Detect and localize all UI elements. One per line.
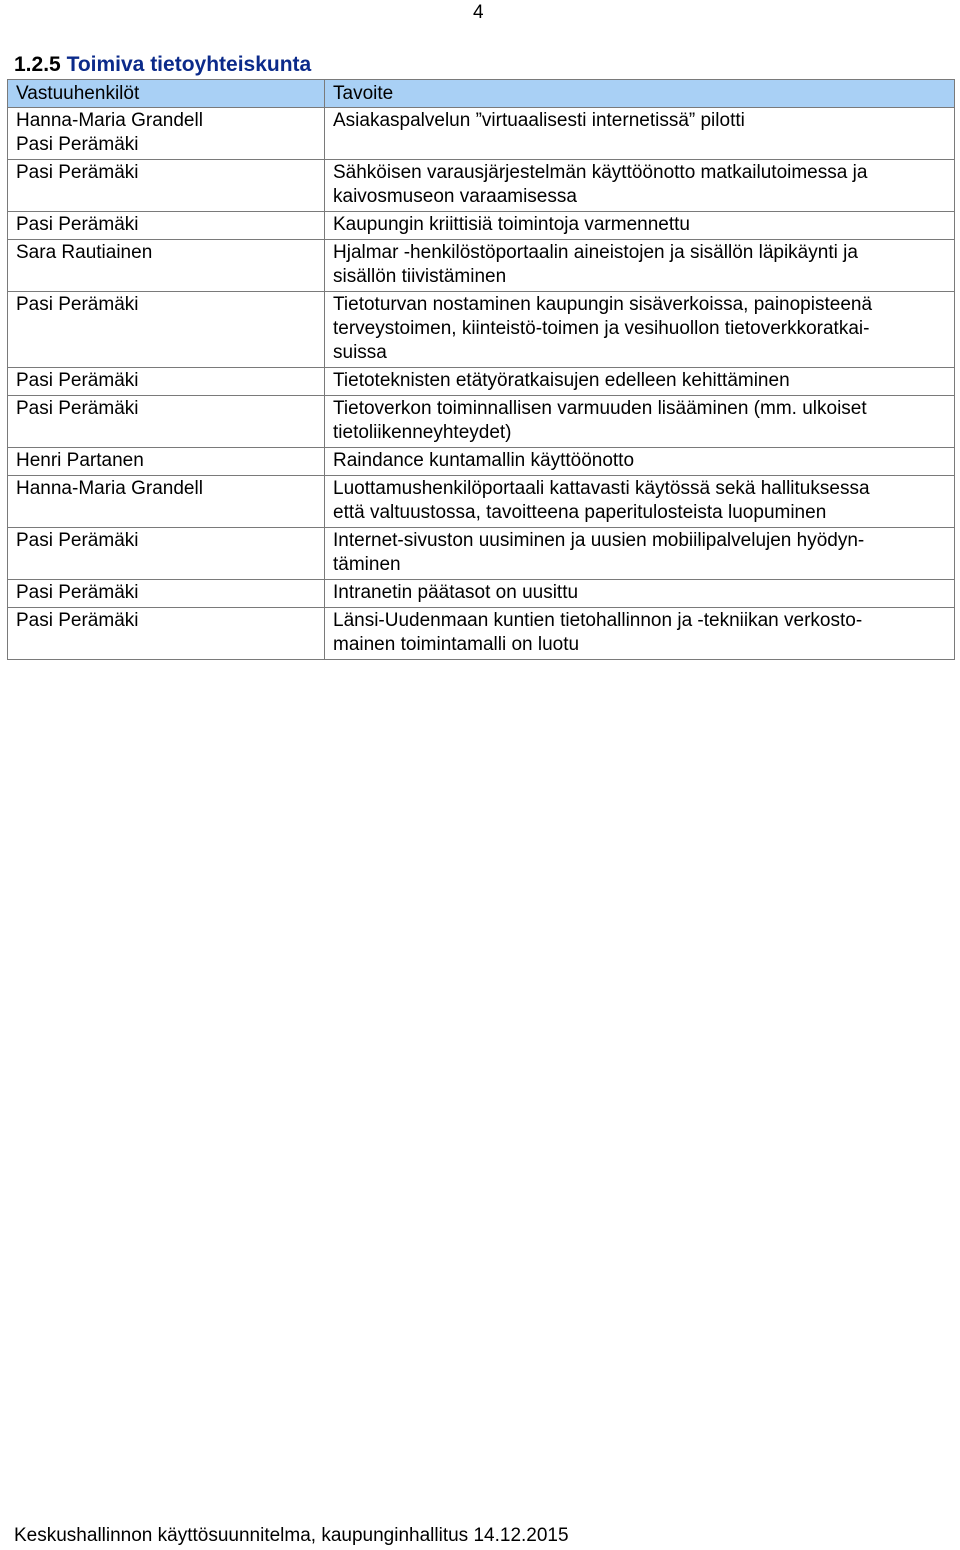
table-row (8, 476, 955, 528)
goal-text-line: Kaupungin kriittisiä toimintoja varmennettu (333, 214, 690, 235)
header-responsible: Vastuuhenkilöt (8, 80, 325, 108)
responsible-cell (8, 476, 325, 528)
responsible-person: Pasi Perämäki (16, 530, 139, 551)
goal-text-line: täminen (333, 554, 401, 575)
responsible-person: Hanna-Maria Grandell (16, 110, 203, 131)
goal-cell (325, 108, 955, 160)
goal-text-line: Luottamushenkilöportaali kattavasti käytössä sekä hallituksessa (333, 478, 870, 499)
goal-cell (325, 580, 955, 608)
responsible-person: Pasi Perämäki (16, 134, 139, 155)
goal-cell (325, 396, 955, 448)
responsible-person: Pasi Perämäki (16, 162, 139, 183)
goal-text-line: mainen toimintamalli on luotu (333, 634, 580, 655)
page-footer: Keskushallinnon käyttösuunnitelma, kaupunginhallitus 14.12.2015 (14, 1525, 569, 1546)
goal-text-line: suissa (333, 342, 387, 363)
table-row (8, 396, 955, 448)
table-row (8, 108, 955, 160)
responsible-cell (8, 396, 325, 448)
goal-cell (325, 240, 955, 292)
responsible-person: Sara Rautiainen (16, 242, 153, 263)
goal-text-line: sisällön tiivistäminen (333, 266, 507, 287)
goal-text-line: Tietoturvan nostaminen kaupungin sisäverkoissa, painopisteenä (333, 294, 873, 315)
responsible-person: Pasi Perämäki (16, 610, 139, 631)
table-row (8, 292, 955, 368)
table-row (8, 448, 955, 476)
table-row (8, 240, 955, 292)
goal-cell (325, 368, 955, 396)
responsible-person: Pasi Perämäki (16, 294, 139, 315)
responsible-person: Pasi Perämäki (16, 370, 139, 391)
goal-text-line: Länsi-Uudenmaan kuntien tietohallinnon ja -tekniikan verkosto- (333, 610, 863, 631)
goal-cell (325, 212, 955, 240)
goal-text-line: Raindance kuntamallin käyttöönotto (333, 450, 635, 471)
responsible-cell (8, 108, 325, 160)
responsible-person: Hanna-Maria Grandell (16, 478, 203, 499)
goal-cell (325, 528, 955, 580)
goal-text-line: Asiakaspalvelun ”virtuaalisesti internetissä” pilotti (333, 110, 745, 131)
responsible-cell (8, 448, 325, 476)
table-row (8, 160, 955, 212)
goal-text-line: kaivosmuseon varaamisessa (333, 186, 577, 207)
responsible-cell (8, 212, 325, 240)
table-row (8, 528, 955, 580)
goal-text-line: Sähköisen varausjärjestelmän käyttöönotto matkailutoimessa ja (333, 162, 868, 183)
goal-cell (325, 608, 955, 660)
header-goal: Tavoite (325, 80, 955, 108)
table-row (8, 368, 955, 396)
goal-cell (325, 448, 955, 476)
table-row (8, 212, 955, 240)
goal-text-line: Tietoteknisten etätyöratkaisujen edelleen kehittäminen (333, 370, 790, 391)
goal-text-line: tietoliikenneyhteydet) (333, 422, 512, 443)
responsible-cell (8, 240, 325, 292)
goal-text-line: Intranetin päätasot on uusittu (333, 582, 579, 603)
responsible-person: Pasi Perämäki (16, 214, 139, 235)
goal-cell (325, 160, 955, 212)
table-row (8, 608, 955, 660)
responsible-person: Pasi Perämäki (16, 398, 139, 419)
responsible-cell (8, 292, 325, 368)
responsible-cell (8, 580, 325, 608)
section-title: Toimiva tietoyhteiskunta (66, 53, 312, 76)
table-body (8, 108, 955, 660)
goal-cell (325, 292, 955, 368)
responsible-person: Henri Partanen (16, 450, 144, 471)
goal-text-line: Tietoverkon toiminnallisen varmuuden lisääminen (mm. ulkoiset (333, 398, 867, 419)
goal-text-line: Hjalmar -henkilöstöportaalin aineistojen ja sisällön läpikäynti ja (333, 242, 858, 263)
section-number: 1.2.5 (14, 53, 61, 76)
goals-table (7, 79, 955, 660)
goal-text-line: terveystoimen, kiinteistö-toimen ja vesihuollon tietoverkkoratkai- (333, 318, 870, 339)
goal-text-line: Internet-sivuston uusiminen ja uusien mobiilipalvelujen hyödyn- (333, 530, 865, 551)
responsible-cell (8, 528, 325, 580)
section-heading (14, 52, 311, 78)
goal-cell (325, 476, 955, 528)
responsible-cell (8, 160, 325, 212)
responsible-cell (8, 608, 325, 660)
responsible-cell (8, 368, 325, 396)
responsible-person: Pasi Perämäki (16, 582, 139, 603)
page-number: 4 (473, 2, 484, 23)
table-row (8, 580, 955, 608)
table-header-row (8, 80, 955, 108)
goal-text-line: että valtuustossa, tavoitteena paperitulosteista luopuminen (333, 502, 827, 523)
